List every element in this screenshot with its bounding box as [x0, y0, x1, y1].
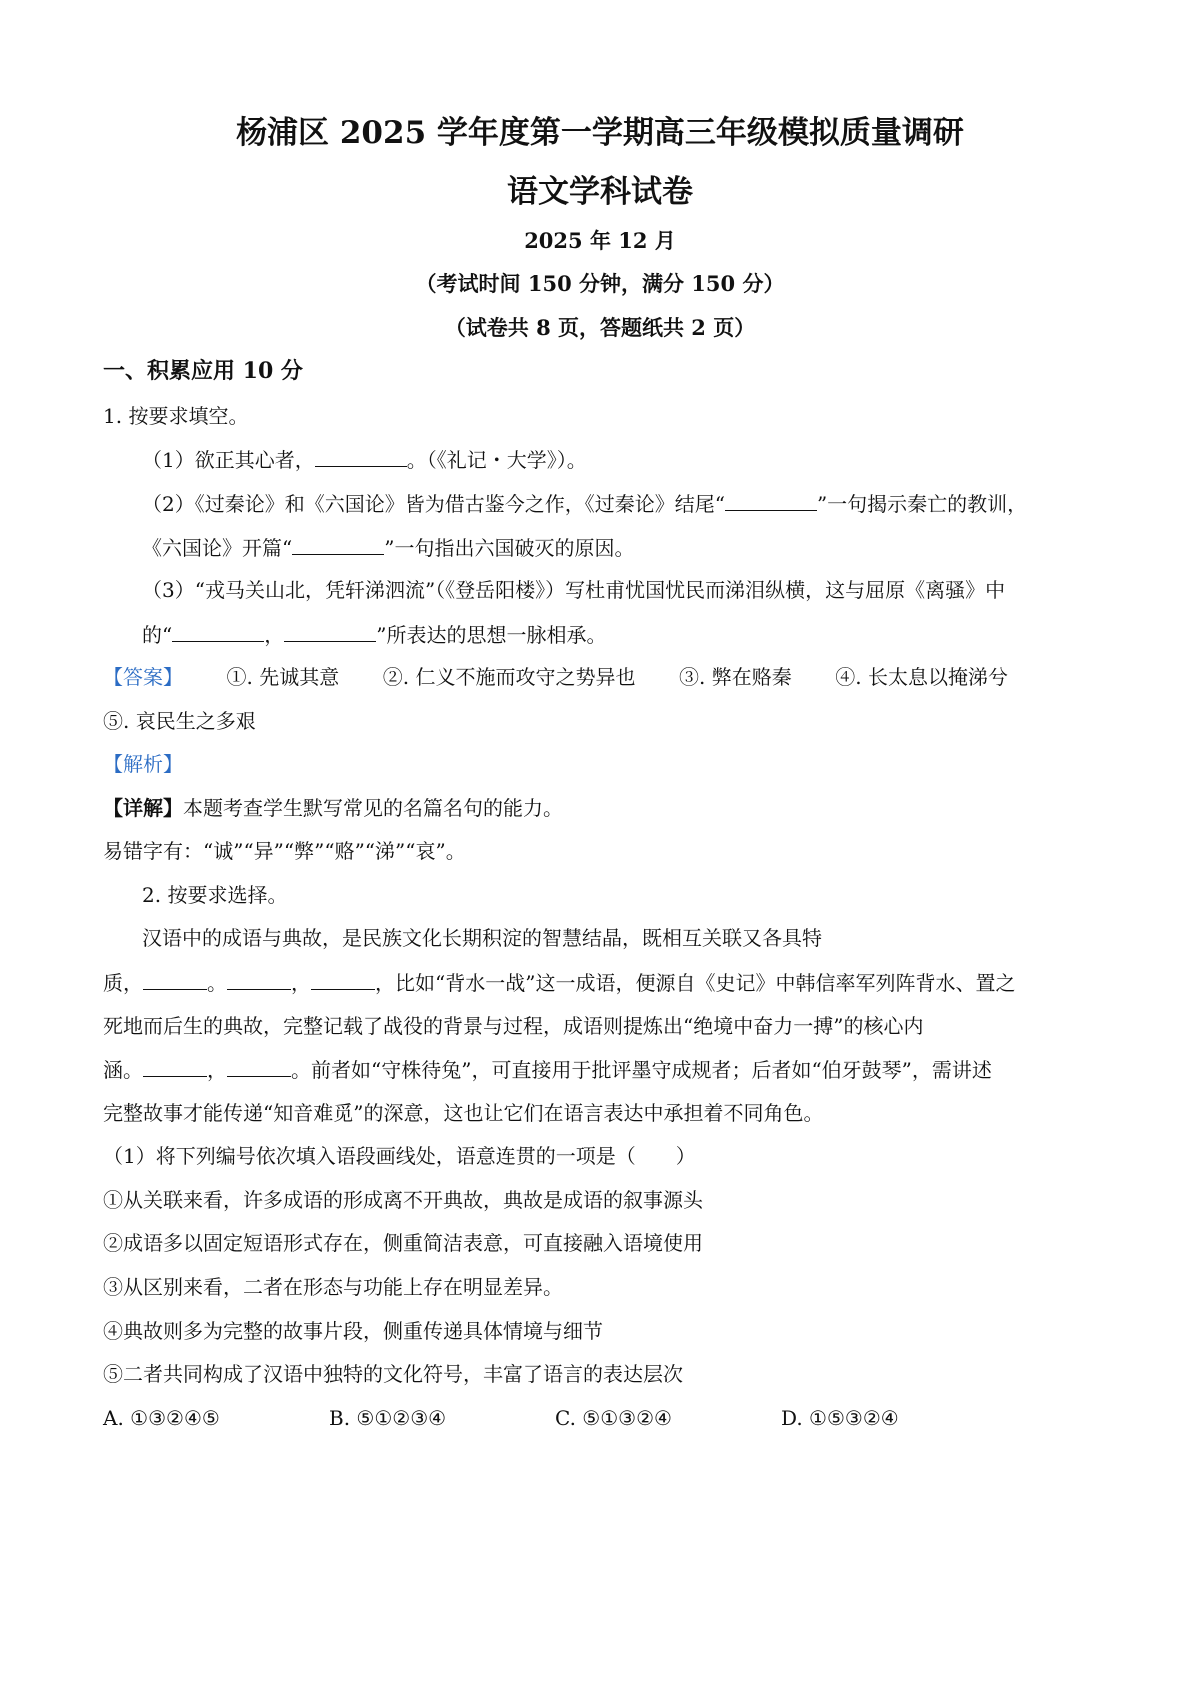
- fill-blank: [725, 490, 817, 511]
- passage-line: 完整故事才能传递“知音难觅”的深意，这也让它们在语言表达中承担着不同角色。: [103, 1101, 824, 1125]
- paper-info: （试卷共 8 页，答题纸共 2 页）: [444, 315, 756, 340]
- choice-option-d[interactable]: D. ①⑤③②④: [781, 1406, 899, 1430]
- answer-label: 【答案】: [103, 665, 183, 689]
- question-1-item-3-cont: 的“ ， ”所表达的思想一脉相承。: [142, 623, 607, 647]
- answer-item: ②. 仁义不施而攻守之势异也: [382, 665, 636, 689]
- error-characters: 易错字有：“诚”“异”“弊”“赂”“涕”“哀”。: [103, 839, 466, 863]
- answer-item: ④. 长太息以掩涕兮: [835, 665, 1008, 689]
- answer-item: ③. 弊在赂秦: [679, 665, 792, 689]
- answer-row: [103, 664, 1008, 690]
- detail-label: 【详解】: [103, 796, 183, 820]
- choice-option-b[interactable]: B. ⑤①②③④: [329, 1406, 447, 1430]
- sentence-item: ④典故则多为完整的故事片段，侧重传递具体情境与细节: [103, 1319, 603, 1343]
- fill-blank: [315, 446, 407, 467]
- detail-paragraph: 【详解】本题考查学生默写常见的名篇名句的能力。: [103, 796, 563, 820]
- fill-blank: [292, 534, 384, 555]
- question-1-item-1: （1）欲正其心者， 。（《礼记・大学》）。: [142, 448, 587, 472]
- answer-underline: [311, 969, 375, 990]
- fill-blank: [284, 621, 376, 642]
- question-1-prompt: 1. 按要求填空。: [103, 404, 249, 428]
- page-title: 杨浦区 2025 学年度第一学期高三年级模拟质量调研: [236, 115, 964, 151]
- exam-time-info: （考试时间 150 分钟，满分 150 分）: [415, 271, 785, 296]
- choice-option-c[interactable]: C. ⑤①③②④: [555, 1406, 672, 1430]
- sentence-item: ①从关联来看，许多成语的形成离不开典故，典故是成语的叙事源头: [103, 1188, 703, 1212]
- page-subtitle: 语文学科试卷: [507, 174, 693, 210]
- question-1-item-3: （3）“戎马关山北，凭轩涕泗流”（《登岳阳楼》）写杜甫忧国忧民而涕泪纵横，这与屈原《离骚》中: [142, 578, 1006, 602]
- answer-item: ①. 先诚其意: [226, 665, 340, 689]
- question-1-item-2-cont: 《六国论》开篇“ ”一句指出六国破灭的原因。: [142, 536, 635, 560]
- question-1-item-2: （2）《过秦论》和《六国论》皆为借古鉴今之作，《过秦论》结尾“ ”一句揭示秦亡的教训，: [142, 492, 1028, 516]
- exam-date: 2025 年 12 月: [524, 228, 676, 253]
- fill-blank: [172, 621, 264, 642]
- answer-underline: [227, 1056, 291, 1077]
- question-2-sub-1: （1）将下列编号依次填入语段画线处，语意连贯的一项是（ ）: [103, 1144, 696, 1168]
- analysis-label: 【解析】: [103, 752, 183, 776]
- choice-option-a[interactable]: A. ①③②④⑤: [103, 1406, 220, 1430]
- answer-underline: [143, 969, 207, 990]
- answer-underline: [143, 1056, 207, 1077]
- passage-line: 死地而后生的典故，完整记载了战役的背景与过程，成语则提炼出“绝境中奋力一搏”的核心内: [103, 1014, 924, 1038]
- sentence-item: ⑤二者共同构成了汉语中独特的文化符号，丰富了语言的表达层次: [103, 1362, 683, 1386]
- passage-line: 汉语中的成语与典故，是民族文化长期积淀的智慧结晶，既相互关联又各具特: [142, 926, 822, 950]
- answer-underline: [227, 969, 291, 990]
- sentence-item: ②成语多以固定短语形式存在，侧重简洁表意，可直接融入语境使用: [103, 1231, 703, 1255]
- section-heading: 一、积累应用 10 分: [103, 358, 303, 384]
- question-2-prompt: 2. 按要求选择。: [142, 883, 288, 907]
- answer-item: ⑤. 哀民生之多艰: [103, 709, 256, 733]
- passage-line: 涵。 ， 。前者如“守株待兔”，可直接用于批评墨守成规者；后者如“伯牙鼓琴”，需讲述: [103, 1058, 992, 1082]
- sentence-item: ③从区别来看，二者在形态与功能上存在明显差异。: [103, 1275, 563, 1299]
- passage-line: 质， 。 ， ，比如“背水一战”这一成语，便源自《史记》中韩信率军列阵背水、置之: [103, 971, 1016, 995]
